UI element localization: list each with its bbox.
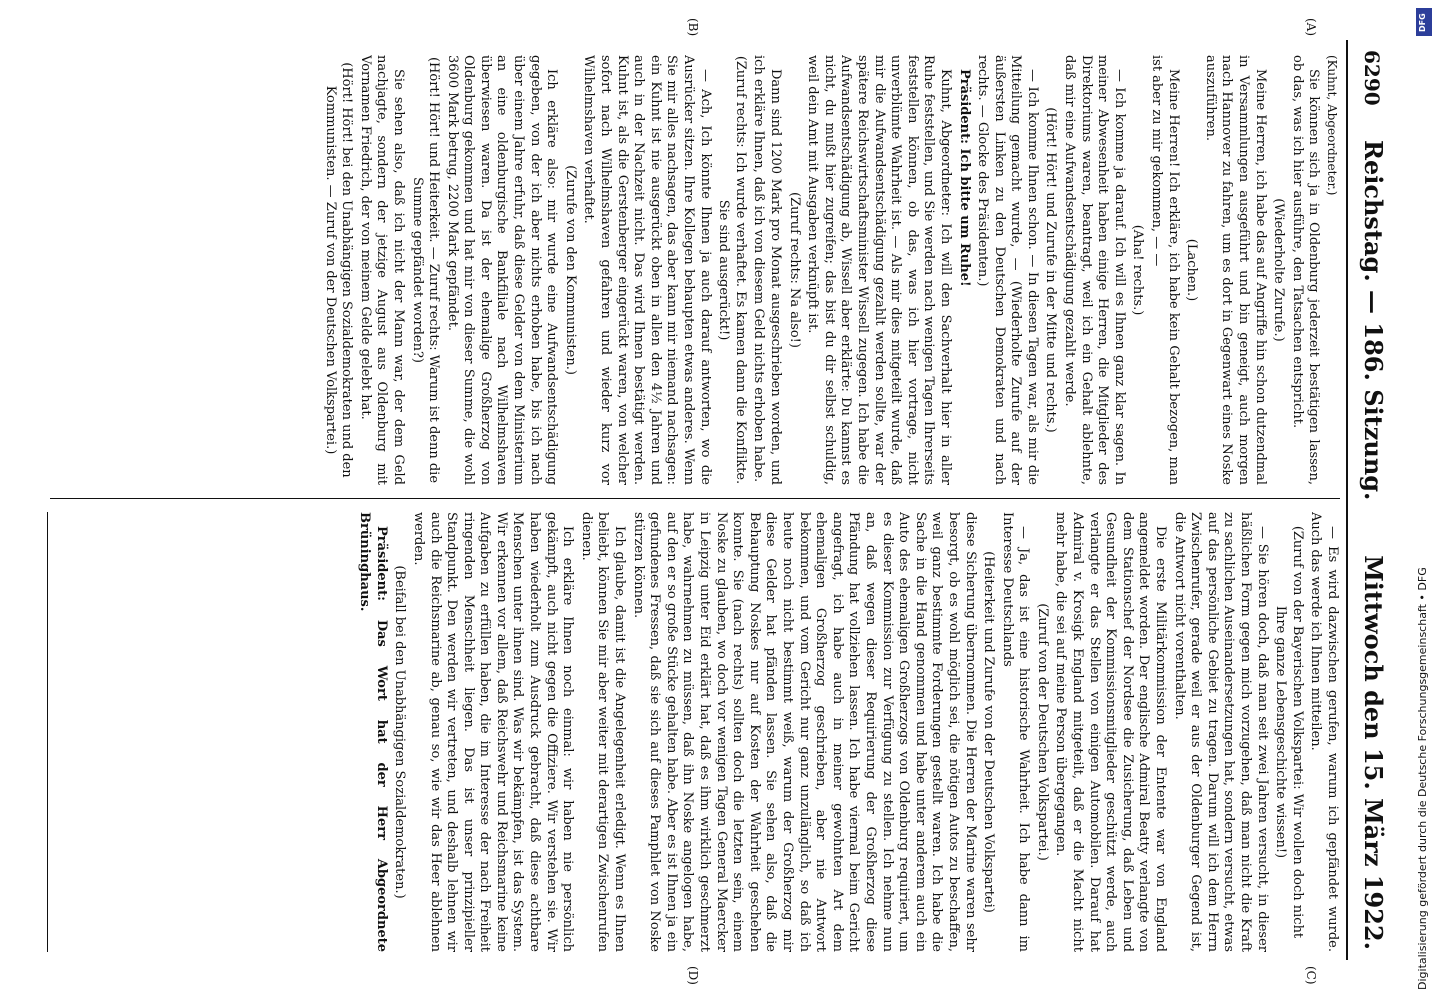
margin-mark-a: (A) bbox=[1304, 18, 1318, 37]
margin-mark-b: (B) bbox=[686, 18, 700, 37]
interjection: (Zuruf rechts: Na also!) bbox=[786, 192, 802, 348]
right-column bbox=[40, 512, 1340, 952]
dfg-logo bbox=[1416, 8, 1432, 36]
page-header bbox=[1352, 50, 1392, 950]
left-column bbox=[40, 55, 1340, 485]
header-rule bbox=[1346, 40, 1348, 960]
digitization-credit bbox=[1404, 0, 1434, 1000]
interjection: (Zuruf von der Deutschen Volkspartei.) bbox=[1034, 603, 1050, 861]
paragraph: — Ja, das ist eine historische Wahrheit. Ich habe dann im Interesse Deutschlands bbox=[999, 512, 1032, 952]
interjection: (Heiterkeit und Zurufe von der Deutschen Volkspartei) bbox=[981, 551, 997, 913]
interjection: (Zuruf von der Bayerischen Volkspartei: Wir wollen doch nicht Ihre ganze Lebensgeschichte wissen!) bbox=[1273, 525, 1305, 939]
interjection: (Hört! Hört! und Heiterkeit. — Zuruf rechts: Warum ist denn die Summe gepfändet worden?) bbox=[409, 56, 442, 484]
digitization-credit-text: Digitalisierung gefördert durch die Deutsche Forschungsgemeinschaft • DFG bbox=[1416, 567, 1429, 990]
interjection: (Beifall bei den Unabhängigen Sozialdemokraten.) bbox=[392, 565, 408, 899]
paragraph: Meine Herren! Ich erkläre, ich habe kein Gehalt bezogen, man ist aber zu mir gekommen, — — bbox=[1149, 55, 1181, 485]
paragraph: — Ach, Ich könnte Ihnen ja auch darauf antworten, wo die Ausrücker sitzen. Ihre Kollegen behaupten etwas anderes. Wenn Sie mir alles nachsagen, das aber kann mir niemand nachsagen: ein Kuhnt ist nie ausgerückt oben in allen den 4½ Jahren und auch in der Nachzeit nicht. Das wird Ihnen bestätigt werden. Kuhnt ist, als die Gerstenberger eingerückt waren, von welcher sofort nach Wilhelmshaven gefahren und wieder kurz vor Wilhelmshaven verhaftet. bbox=[581, 55, 713, 485]
paragraph: Sie sehen also, daß ich nicht der Mann war, der dem Geld nachjagte, sondern der jetzige August aus Oldenburg mit Vornamen Friedrich, der von meinem Gelde gelebt hat. bbox=[357, 55, 406, 485]
speaker-note: (Kuhnt, Abgeordneter.) bbox=[1325, 55, 1339, 196]
paragraph: Meine Herren, ich habe das auf Angriffe hin schon dutzendmal in Versammlungen ausgeführt und bin geneigt, auch morgen nach Hannover zu fahren, um es dort in Gegenwart eines Noske auszuführen. bbox=[1202, 55, 1268, 485]
page-number: 6290 bbox=[1360, 50, 1384, 106]
interjection: (Lachen.) bbox=[1184, 238, 1200, 302]
interjection: (Hört! Hört! und Zurufe in der Mitte und rechts.) bbox=[1043, 107, 1059, 433]
paragraph: — Ich komme Ihnen schon. — In diesen Tagen war, als mir die Mitteilung gemacht wurde, — (Wiederholte Zurufe auf der äußersten Linken zu den Deutschen Demokraten und nach rechts. — Glocke des Präsidenten.) bbox=[975, 55, 1040, 485]
paragraph: Sie können sich ja in Oldenburg jederzeit bestätigen lassen, ob das, was ich hier ausführe, den Tatsachen entspricht. bbox=[1289, 55, 1322, 485]
header-date: Mittwoch den 15. März 1922. bbox=[1359, 555, 1388, 950]
paragraph: Ich glaube, damit ist die Angelegenheit erledigt. Wenn es Ihnen beliebt, können Sie mir aber weiter mit derartigen Zwischenrufen dienen. bbox=[578, 512, 628, 952]
interjection: (Zurufe von den Kommunisten.) bbox=[562, 165, 578, 375]
right-column-end-rule bbox=[47, 512, 48, 952]
dfg-logo-text: DFG bbox=[1418, 13, 1427, 32]
paragraph: — Sie hören doch, daß man seit zwei Jahren versucht, in dieser häßlichen Form gegen mich vorzugehen, daß man nicht die Kraft zu sachlichen Auseinandersetzungen hat, sondern versucht, etwas auf das persönliche Gebiet zu tragen. Darum will ich dem Herrn Zwischenrufer, gerade weil er aus der Oldenburger Gegend ist, die Antwort nicht vorenthalten. bbox=[1171, 512, 1270, 952]
margin-mark-c: (C) bbox=[1304, 966, 1318, 985]
paragraph: Kuhnt, Abgeordneter: Ich will den Sachverhalt hier in aller Ruhe feststellen, und Sie werden nach wenigen Tagen Ihrerseits feststellen können, ob das, was ich hier vortrage, nicht unverblümte Wahrheit ist. — Als mir dies mitgeteilt wurde, daß mir die Aufwandsentschädigung gezahlt werden sollte, war der spätere Reichswirtschaftsminister Wissell zugegen. Ich habe die Aufwandsentschädigung ab, Wissell aber erklärte: Du kannst es nicht, du mußt hier zugreifen; das bist du dir selbst schuldig, weil dein Amt mit Ausgaben verknüpft ist. bbox=[805, 55, 953, 485]
interjection: (Wiederholte Zurufe.) bbox=[1271, 198, 1287, 342]
paragraph: Die erste Militärkommission der Entente war von England angemeldet worden. Der englische Admiral Beatty verlangte von dem Stationschef der Nordsee die Zusicherung, daß Leben und Gesundheit der Kommissionsmitglieder geschützt werde, auch verlangte er das Stellen von einigen Automobilen. Darauf hat Admiral v. Krosigk England mitgeteilt, daß er die Macht nicht mehr habe, die sei auf meine Person übergegangen. bbox=[1053, 512, 1169, 952]
interjection: (Zuruf rechts: Ich wurde verhaftet. Es kamen dann die Konflikte. Sie sind ausgerückt!) bbox=[716, 55, 748, 485]
margin-mark-d: (D) bbox=[686, 966, 700, 985]
paragraph: — Es wird dazwischen gerufen, warum ich gepfändet wurde. Auch das werde ich Ihnen mitteilen. bbox=[1308, 512, 1340, 952]
paragraph: Ich erkläre Ihnen noch einmal: wir haben nie persönlich gekämpft, auch nicht gegen die Offiziere. Wir verstehen sie. Wir haben wiederholt zum Ausdruck gebracht, daß diese achtbare Menschen unter ihnen sind. Was wir bekämpfen, ist das System. Wir erkennen vor allem, daß Reichswehr und Reichsmarine keine Aufgaben zu erfüllen haben, die im Interesse der nach Freiheit ringenden Menschheit liegen. Das ist unser prinzipieller Standpunkt. Den werden wir vertreten, und deshalb lehnen wir auch die Reichsmarine ab, genau so, wie wir das Heer ablehnen werden. bbox=[410, 512, 576, 952]
paragraph: Ich erkläre also: mir wurde eine Aufwandsentschädigung gegeben, von der ich aber nichts erhoben habe, bis ich nach über einem Jahre erfuhr, daß diese Gelder von dem Ministerium an eine oldenburgische Bankfiliale nach Wilhelmshaven überwiesen waren. Da ist der ehemalige Großherzog von Oldenburg gekommen und hat mir von dieser Summe, die wohl 3600 Mark betrug, 2200 Mark gepfändet. bbox=[444, 55, 560, 485]
column-divider bbox=[50, 498, 1340, 499]
president-remark: Präsident: Ich bitte um Ruhe! bbox=[956, 69, 972, 287]
header-session-title: Reichstag. — 186. Sitzung. bbox=[1359, 140, 1388, 501]
paragraph: Dann sind 1200 Mark pro Monat ausgeschrieben worden, und ich erkläre Ihnen, daß ich von diesem Geld nichts erhoben habe. bbox=[751, 55, 783, 485]
interjection: (Hört! Hört! bei den Unabhängigen Sozialdemokraten und den Kommunisten. — Zuruf von der Deutschen Volkspartei.) bbox=[322, 62, 355, 478]
interjection: (Aha! rechts.) bbox=[1130, 224, 1146, 316]
paragraph: — Ich komme ja darauf. Ich will es Ihnen ganz klar sagen. In meiner Abwesenheit haben einige Herren, die Mitglieder des Direktoriums waren, beantragt, weil ich ein Gehalt ablehnte, daß mir eine Aufwandsentschädigung gezahlt werde. bbox=[1062, 55, 1127, 485]
president-remark: Präsident: Das Wort hat der Herr Abgeordnete Brüninghaus. bbox=[357, 512, 389, 952]
paragraph: diese Sicherung übernommen. Die Herren der Marine waren sehr besorgt, ob es wohl möglich sei, die nötigen Autos zu beschaffen, weil ganz bestimmte Forderungen gestellt waren. Ich habe die Sache in die Hand genommen und habe unter anderem auch ein Auto des ehemaligen Großherzogs von Oldenburg requiriert, um es dieser Kommission zur Verfügung zu stellen. Ich nehme nun an, daß wegen dieser Requirierung der Großherzog diese Pfändung hat vollziehen lassen. Ich habe viermal beim Gericht angefragt, ich habe auch in meiner gewohnten Art dem ehemaligen Großherzog geschrieben, aber nie Antwort bekommen, und vom Gericht nur ganz unzulänglich, so daß ich heute noch nicht bestimmt weiß, warum der Großherzog mir diese Gelder hat pfänden lassen. Sie sehen also, daß die Behauptung Noskes nur auf Kosten der Wahrheit geschehen konnte. Sie (nach rechts) sollten doch die letzten sein, einem Noske zu glauben, wo doch vor wenigen Tagen General Maercker in Leipzig unter Eid erklärt hat, daß es ihm wirklich geschmerzt habe, wahrnehmen zu müssen, daß ihn Noske angelogen habe, auf den er so große Stücke gehalten habe. Aber es ist Ihnen ja ein gefundenes Fressen, daß sie sich auf dieses Pamphlet von Noske stürzen können. bbox=[630, 512, 978, 952]
